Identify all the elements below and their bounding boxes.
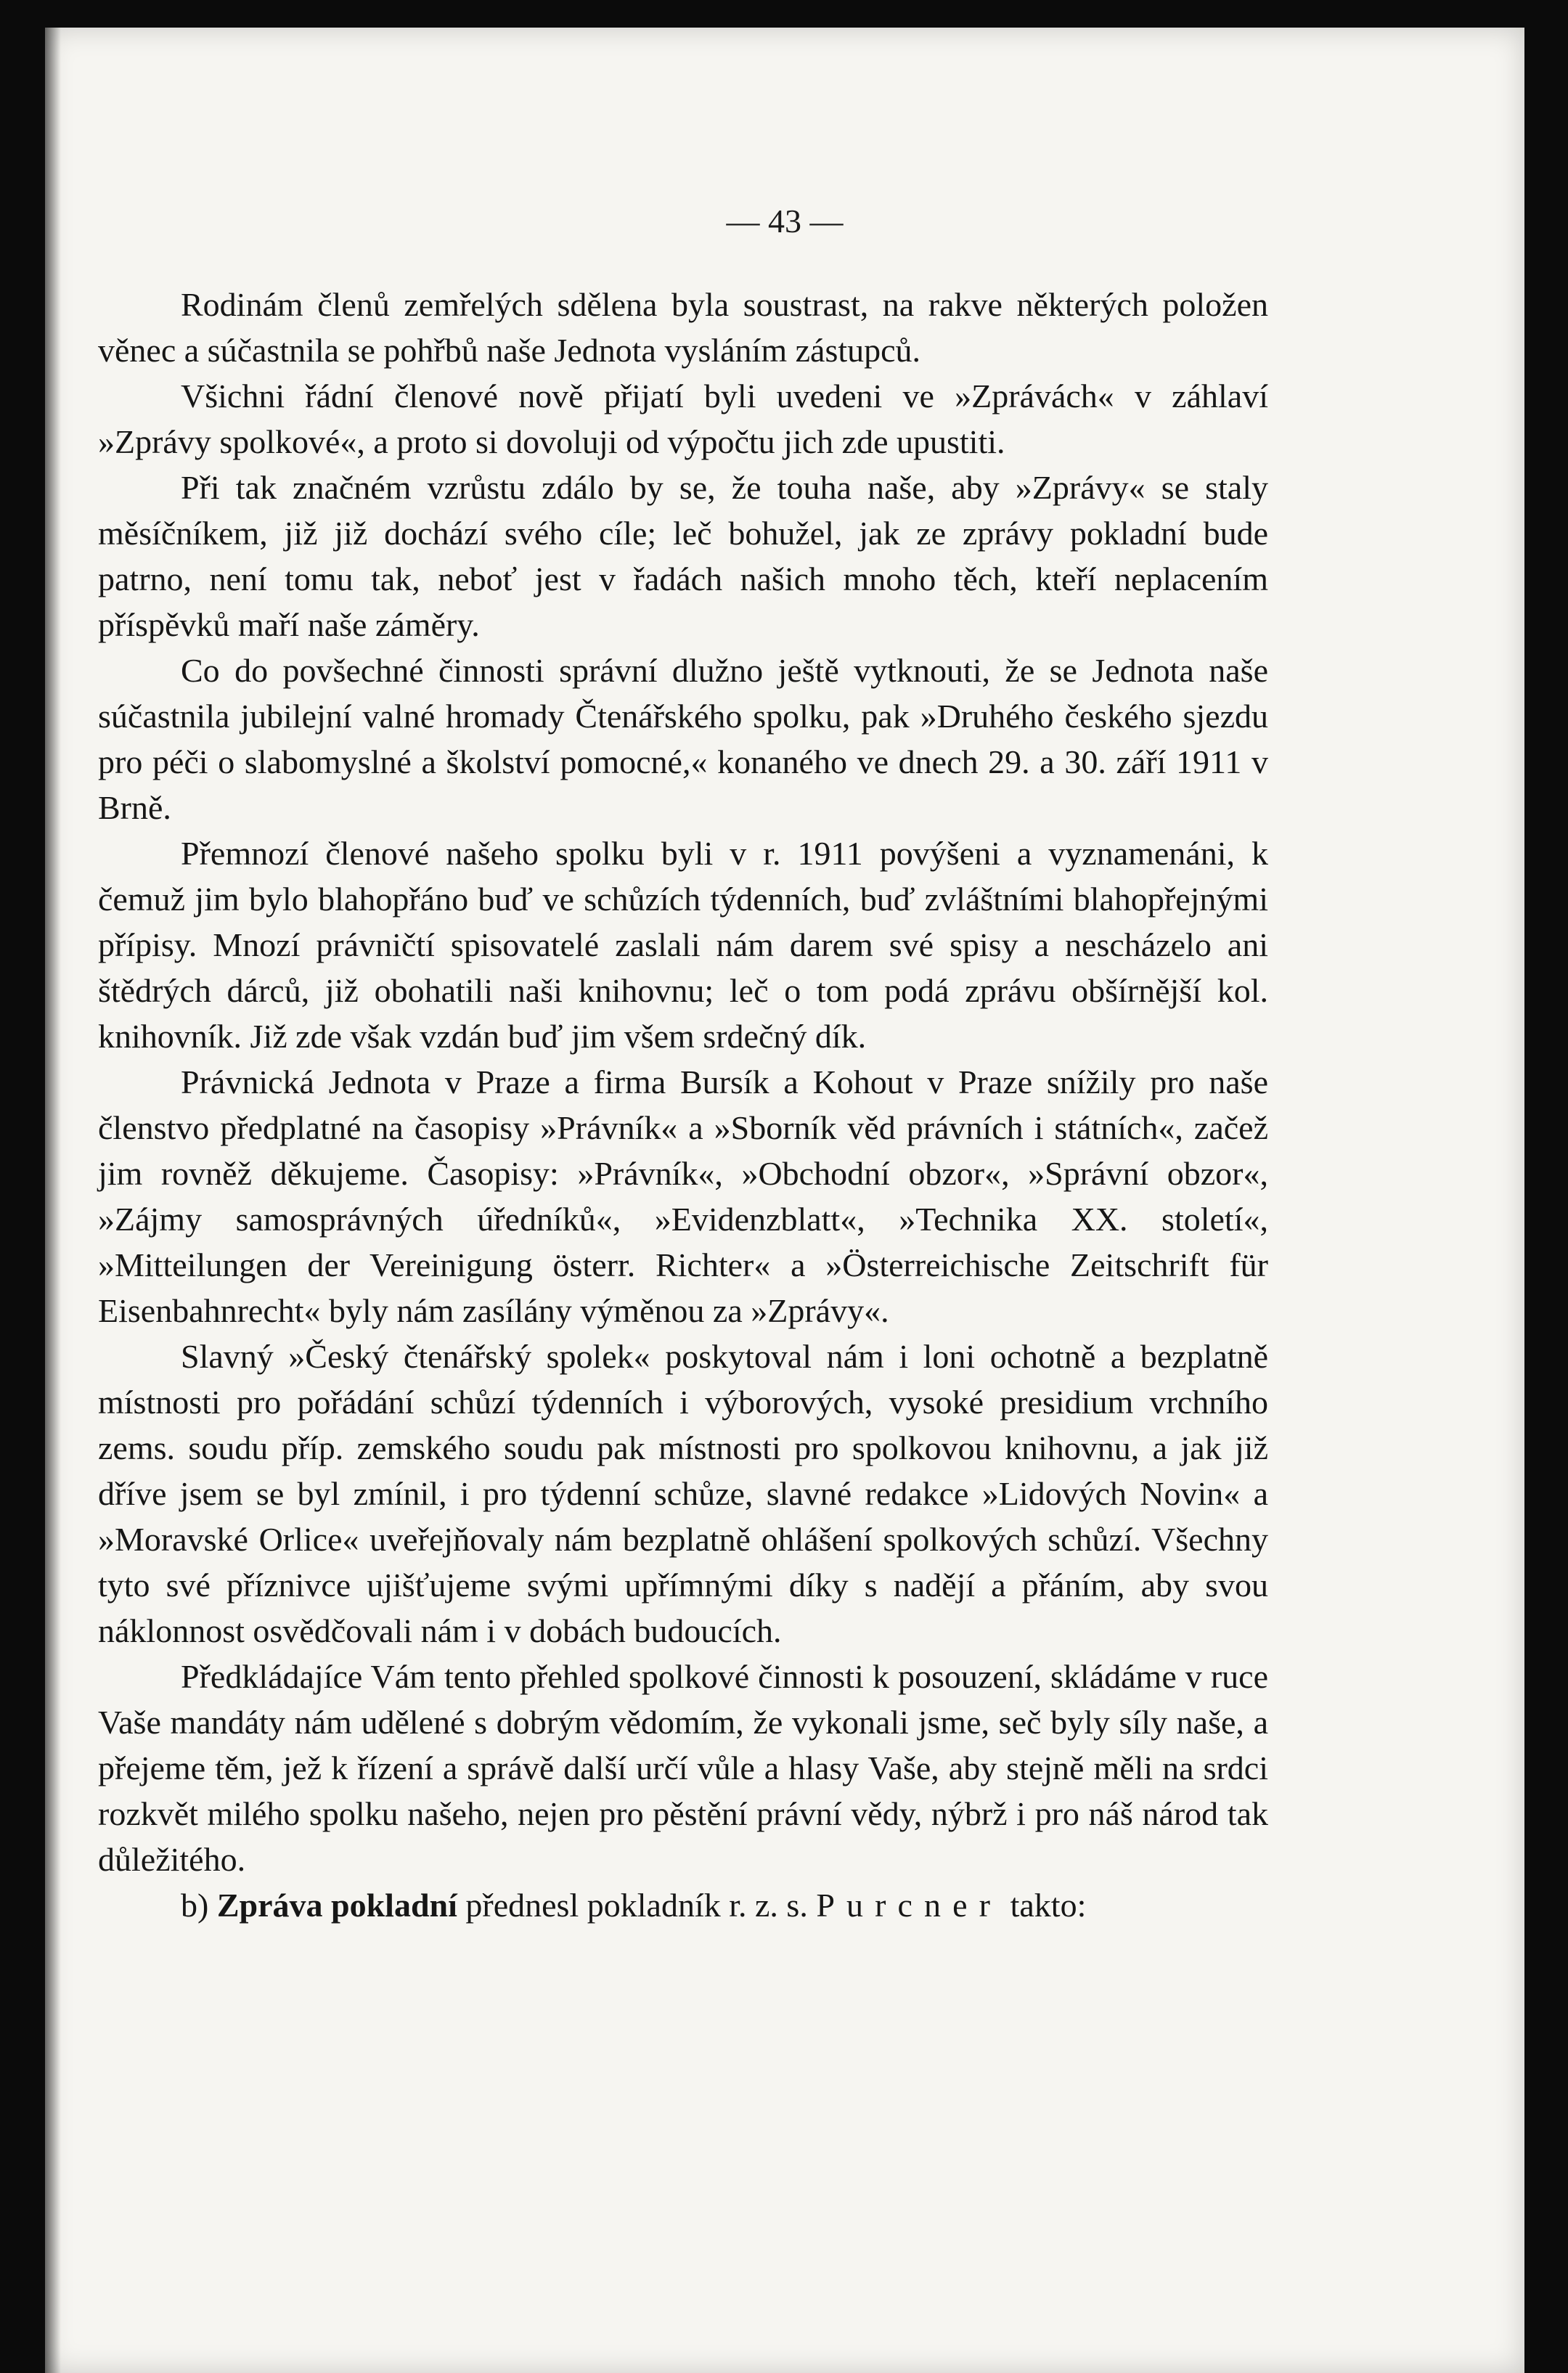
page-number: — 43 — [726,203,844,240]
paragraph-5: Přemnozí členové našeho spolku byli v r. 1911 povýšeni a vyznamenáni, k čemuž jim bylo blahopřáno buď ve schůzích týdenních, buď zvláštními blahopřejnými přípisy. Mnozí právničtí spisovatelé zaslali nám darem své spisy a nescházelo ani štědrých dárců, již obohatili naši knihovnu; leč o tom podá zprávu obšírnější kol. knihovník. Již zde však vzdán buď jim všem srdečný dík. [98,835,1268,1055]
treasurer-name: Purcner [816,1887,1003,1924]
paragraph-1: Rodinám členů zemřelých sdělena byla soustrast, na rakve některých položen věnec a súčastnila se pohřbů naše Jednota vysláním zástupců. [98,286,1268,369]
paragraph-2: Všichni řádní členové nově přijatí byli uvedeni ve »Zprávách« v záhlaví »Zprávy spolkové«, a proto si dovoluji od výpočtu jich zde upustiti. [98,377,1268,460]
paragraph-8: Předkládajíce Vám tento přehled spolkové činnosti k posouzení, skládáme v ruce Vaše mandáty nám udělené s dobrým vědomím, že vykonali jsme, seč byly síly naše, a přejeme těm, jež k řízení a správě další určí vůle a hlasy Vaše, aby stejně měli na srdci rozkvět milého spolku našeho, nejen pro pěstění právní vědy, nýbrž i pro náš národ tak důležitého. [98,1658,1268,1878]
paragraph-6: Právnická Jednota v Praze a firma Bursík a Kohout v Praze snížily pro naše členstvo předplatné na časopisy »Právník« a »Sborník věd právních i státních«, začež jim rovněž děkujeme. Časopisy: »Právník«, »Obchodní obzor«, »Správní obzor«, »Zájmy samosprávných úředníků«, »Evidenzblatt«, »Technika XX. století«, »Mitteilungen der Vereinigung österr. Richter« a »Österreichische Zeitschrift für Eisenbahnrecht« byly nám zasílány výměnou za »Zprávy«. [98,1063,1268,1329]
section-suffix: takto: [1002,1887,1087,1924]
section-prefix: b) [181,1887,217,1924]
paragraph-7: Slavný »Český čtenářský spolek« poskytoval nám i loni ochotně a bezplatně místnosti pro pořádání schůzí týdenních i výborových, vysoké presidium vrchního zems. soudu příp. zemského soudu pak místnosti pro spolkovou knihovnu, a jak již dříve jsem se byl zmínil, i pro týdenní schůze, slavné redakce »Lidových Novin« a »Moravské Orlice« uveřejňovaly nám bezplatně ohlášení spolkových schůzí. Všechny tyto své příznivce ujišťujeme svými upřímnými díky s nadějí a přáním, aby svou náklonnost osvědčovali nám i v dobách budoucích. [98,1338,1268,1649]
body-text [98,282,1268,1928]
section-middle: přednesl pokladník r. z. s. [457,1887,817,1924]
paragraph-3: Při tak značném vzrůstu zdálo by se, že touha naše, aby »Zprávy« se staly měsíčníkem, již již dochází svého cíle; leč bohužel, jak ze zprávy pokladní bude patrno, není tomu tak, neboť jest v řadách našich mnoho těch, kteří neplacením příspěvků maří naše záměry. [98,469,1268,643]
paragraph-9 [98,1882,1268,1928]
section-heading: Zpráva pokladní [216,1887,457,1924]
paragraph-4: Co do povšechné činnosti správní dlužno ještě vytknouti, že se Jednota naše súčastnila jubilejní valné hromady Čtenářského spolku, pak »Druhého českého sjezdu pro péči o slabomyslné a školství pomocné,« konaného ve dnech 29. a 30. září 1911 v Brně. [98,652,1268,826]
binding-shadow [45,28,61,2373]
